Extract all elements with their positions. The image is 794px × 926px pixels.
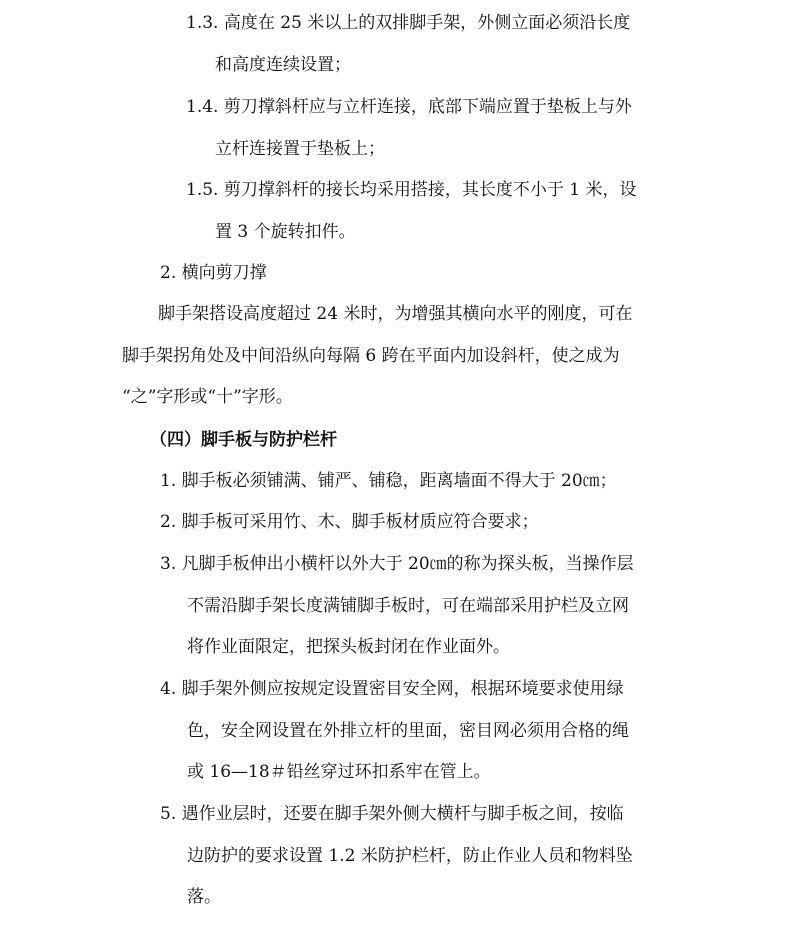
text-line: 1.4. 剪刀撑斜杆应与立杆连接，底部下端应置于垫板上与外	[186, 97, 632, 117]
list-item: 4. 脚手架外侧应按规定设置密目安全网，根据环境要求使用绿	[160, 679, 624, 699]
section-heading: （四）脚手板与防护栏杆	[150, 430, 337, 450]
list-item-continuation: 将作业面限定，把探头板封闭在作业面外。	[187, 637, 510, 657]
text-line: 1.3. 高度在 25 米以上的双排脚手架，外侧立面必须沿长度	[186, 13, 631, 33]
text-line: 置 3 个旋转扣件。	[215, 222, 356, 242]
list-item: 5. 遇作业层时，还要在脚手架外侧大横杆与脚手板之间，按临	[160, 804, 624, 824]
list-item-continuation: 边防护的要求设置 1.2 米防护栏杆，防止作业人员和物料坠	[187, 846, 633, 866]
list-item-continuation: 或 16—18＃铅丝穿过环扣系牢在管上。	[187, 762, 491, 782]
text-line: 立杆连接置于垫板上；	[215, 139, 385, 159]
paragraph-line: “之”字形或“十”字形。	[122, 387, 293, 407]
list-item-continuation: 不需沿脚手架长度满铺脚手板时，可在端部采用护栏及立网	[187, 596, 629, 616]
text-line: 1.5. 剪刀撑斜杆的接长均采用搭接，其长度不小于 1 米，设	[186, 180, 637, 200]
list-item-continuation: 落。	[187, 887, 221, 907]
list-item-heading: 2. 横向剪刀撑	[160, 263, 267, 283]
paragraph-line: 脚手架搭设高度超过 24 米时，为增强其横向水平的刚度，可在	[158, 304, 633, 324]
paragraph-line: 脚手架拐角处及中间沿纵向每隔 6 跨在平面内加设斜杆，使之成为	[122, 346, 620, 366]
list-item: 3. 凡脚手板伸出小横杆以外大于 20㎝的称为探头板，当操作层	[160, 554, 634, 574]
text-line: 和高度连续设置；	[215, 55, 351, 75]
list-item: 1. 脚手板必须铺满、铺严、铺稳，距离墙面不得大于 20㎝；	[160, 471, 617, 491]
list-item: 2. 脚手板可采用竹、木、脚手板材质应符合要求；	[160, 512, 539, 532]
list-item-continuation: 色，安全网设置在外排立杆的里面，密目网必须用合格的绳	[187, 721, 629, 741]
